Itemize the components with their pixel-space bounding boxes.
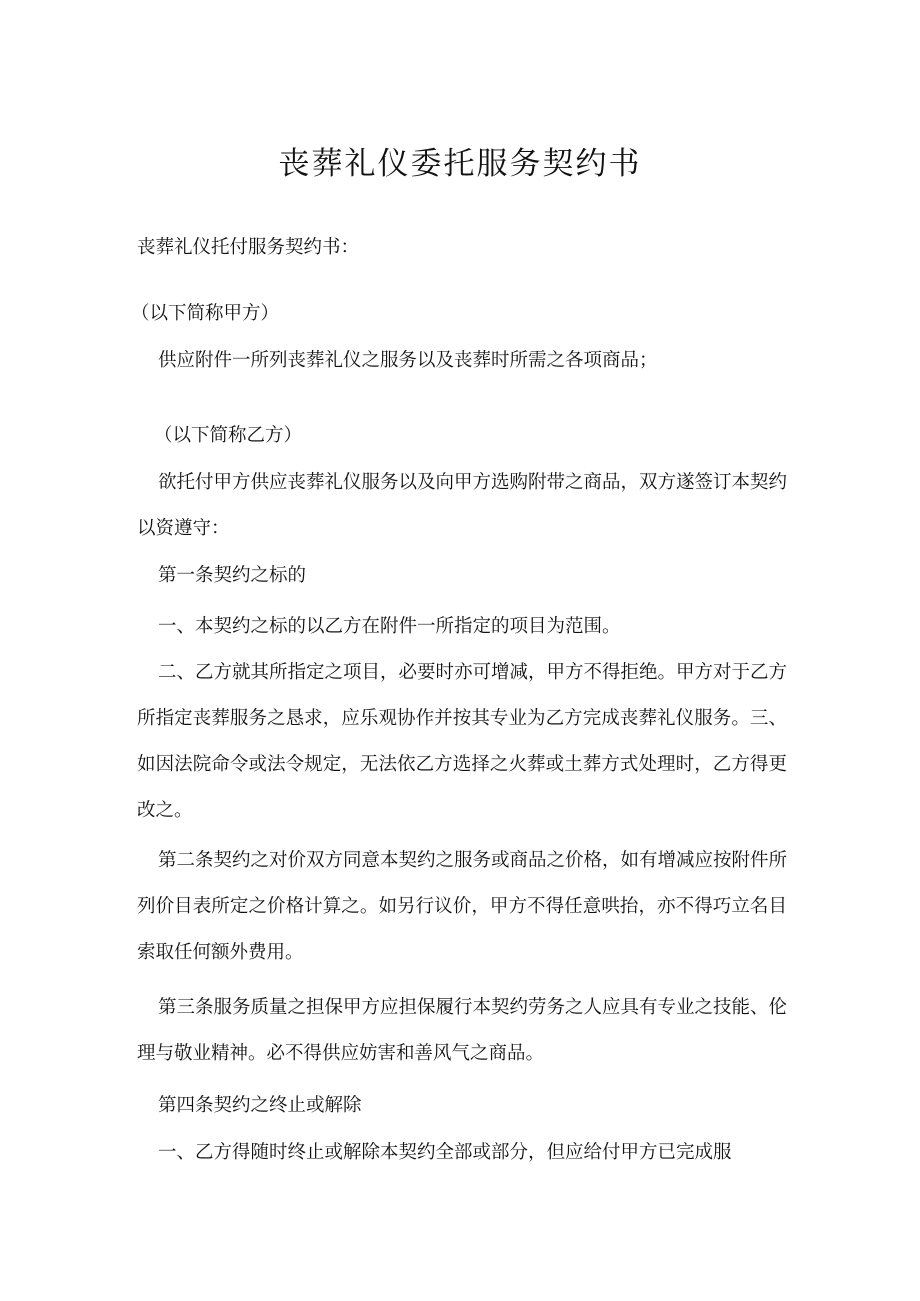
- paragraph-heading-line: 丧葬礼仪托付服务契约书：: [137, 237, 360, 258]
- paragraph-party-b-note: （以下简称乙方）: [154, 425, 303, 446]
- article-1-clause-2: 二、乙方就其所指定之项目，必要时亦可增减，甲方不得拒绝。甲方对于乙方所指定丧葬服务之恳求，应乐观协作并按其专业为乙方完成丧葬礼仪服务。三、如因法院命令或法令规定，无法依乙方选择之火葬或土葬方式处理时，乙方得更改之。: [137, 662, 788, 821]
- document-title: 丧葬礼仪委托服务契约书: [278, 146, 642, 182]
- article-3: 第三条服务质量之担保甲方应担保履行本契约劳务之人应具有专业之技能、伦理与敬业精神。必不得供应妨害和善风气之商品。: [137, 997, 788, 1064]
- article-2: 第二条契约之对价双方同意本契约之服务或商品之价格，如有增减应按附件所列价目表所定之价格计算之。如另行议价，甲方不得任意哄抬，亦不得巧立名目索取任何额外费用。: [137, 850, 788, 963]
- article-4-clause-1: 一、乙方得随时终止或解除本契约全部或部分，但应给付甲方已完成服: [158, 1142, 732, 1163]
- article-1-heading: 第一条契约之标的: [158, 565, 307, 586]
- article-1-clause-1: 一、本契约之标的以乙方在附件一所指定的项目为范围。: [158, 616, 621, 637]
- paragraph-party-a-provides: 供应附件一所列丧葬礼仪之服务以及丧葬时所需之各项商品；: [158, 350, 658, 371]
- paragraph-party-b-entrusts: 欲托付甲方供应丧葬礼仪服务以及向甲方选购附带之商品，双方遂签订本契约以资遵守：: [137, 472, 788, 539]
- paragraph-party-a-note: （以下简称甲方）: [131, 303, 280, 324]
- article-4-heading: 第四条契约之终止或解除: [158, 1095, 362, 1116]
